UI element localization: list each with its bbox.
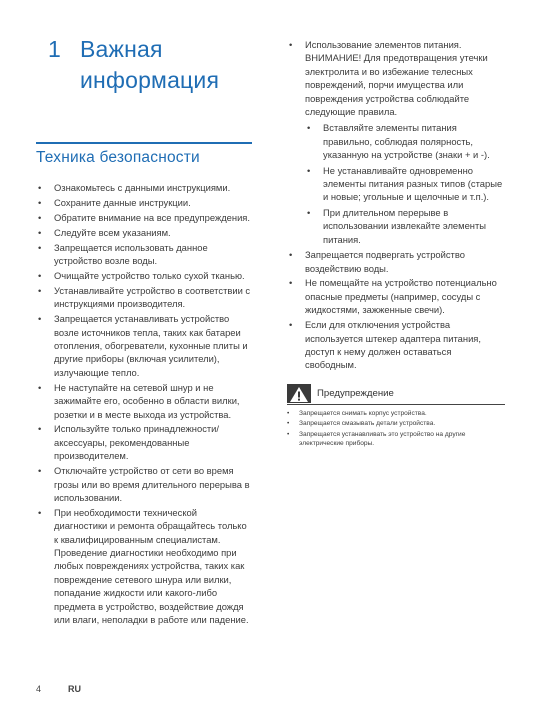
list-item: • Сохраните данные инструкции. bbox=[38, 196, 191, 208]
list-item: • Отключайте устройство от сети во время грозы или во время длительного перерыва в использовании. bbox=[38, 465, 250, 503]
list-item: • Запрещается подвергать устройство воздействию воды. bbox=[289, 249, 465, 274]
warning-box bbox=[287, 384, 505, 448]
warning-item: • Запрещается смазывать детали устройства. bbox=[287, 420, 436, 428]
list-item: • Устанавливайте устройство в соответствии с инструкциями производителя. bbox=[38, 284, 251, 310]
list-item: • При необходимости технической диагностики и ремонта обращайтесь только к квалифицированным специалистам. Проведение диагностики необходимо при любых повреждениях устройства, таких как повреждение сетевого шнура или вилки, попадание жидкости или какого-либо предмета в устройство, воздействие дождя или влаги, неполадки в работе или падение. bbox=[38, 506, 249, 626]
warning-list bbox=[287, 409, 505, 448]
safety-list bbox=[36, 181, 252, 627]
list-item: • Запрещается использовать данное устройство возле воды. bbox=[38, 241, 208, 267]
sublist-item: • Вставляйте элементы питания правильно, соблюдая полярность, указанную на устройстве (знаки + и -). bbox=[307, 122, 490, 161]
warning-item: • Запрещается устанавливать это устройство на другие электрические приборы. bbox=[287, 430, 466, 447]
section-divider bbox=[36, 142, 252, 144]
chapter-title: Важная информация bbox=[80, 36, 220, 93]
chapter-heading bbox=[36, 34, 252, 96]
list-item: • Обратите внимание на все предупреждения. bbox=[38, 211, 250, 223]
list-item: • Ознакомьтесь с данными инструкциями. bbox=[38, 182, 231, 193]
chapter-number: 1 bbox=[48, 36, 61, 62]
list-item: • Используйте только принадлежности/ аксессуары, рекомендованные производителем. bbox=[38, 423, 220, 462]
warning-item: • Запрещается снимать корпус устройства. bbox=[287, 410, 427, 418]
page-footer bbox=[36, 684, 81, 694]
warning-header bbox=[287, 384, 505, 403]
list-item: • Не помещайте на устройство потенциально опасные предметы (например, сосуды с жидкостями, зажженные свечи). bbox=[289, 277, 497, 316]
left-column bbox=[36, 34, 252, 628]
list-item-batteries: • Использование элементов питания. ВНИМАНИЕ! Для предотвращения утечки электролита и во избежание телесных повреждений, порчи имущества или повреждения устройства соблюдайте следующие правила. • Вставляйте элементы питания правильно, соблюдая полярность, указанную на устройстве (знаки + и -). • Не устанавливайте одновременно элементы питания разных типов (старые и новые; угольные и щелочные и т.п.). • При длительном перерыве в использовании извлекайте элементы питания. bbox=[287, 38, 505, 246]
list-item: • Очищайте устройство только сухой тканью. bbox=[38, 269, 245, 281]
list-item: • Запрещается устанавливать устройство возле источников тепла, таких как батареи отопления, обогреватели, кухонные плиты и другие приборы (включая усилители), излучающие тепло. bbox=[38, 313, 248, 378]
warning-triangle-icon bbox=[287, 384, 311, 403]
list-item: • Следуйте всем указаниям. bbox=[38, 226, 171, 238]
warning-divider bbox=[287, 404, 505, 406]
sublist-item: • При длительном перерыве в использовании извлекайте элементы питания. bbox=[307, 206, 486, 245]
list-item: • Если для отключения устройства используется штекер адаптера питания, доступ к нему должен оставаться свободным. bbox=[289, 319, 481, 371]
warning-title: Предупреждение bbox=[317, 387, 394, 399]
list-item: • Не наступайте на сетевой шнур и не зажимайте его, особенно в области вилки, розетки и в месте выхода из устройства. bbox=[38, 381, 240, 420]
section-title: Техника безопасности bbox=[36, 149, 200, 166]
right-column bbox=[287, 38, 505, 449]
safety-list-continued bbox=[287, 38, 505, 372]
page-number: 4 bbox=[36, 684, 42, 694]
sublist-item: • Не устанавливайте одновременно элементы питания разных типов (старые и новые; угольные и щелочные и т.п.). bbox=[307, 164, 503, 203]
language-code: RU bbox=[68, 684, 81, 694]
battery-sublist bbox=[305, 121, 505, 246]
